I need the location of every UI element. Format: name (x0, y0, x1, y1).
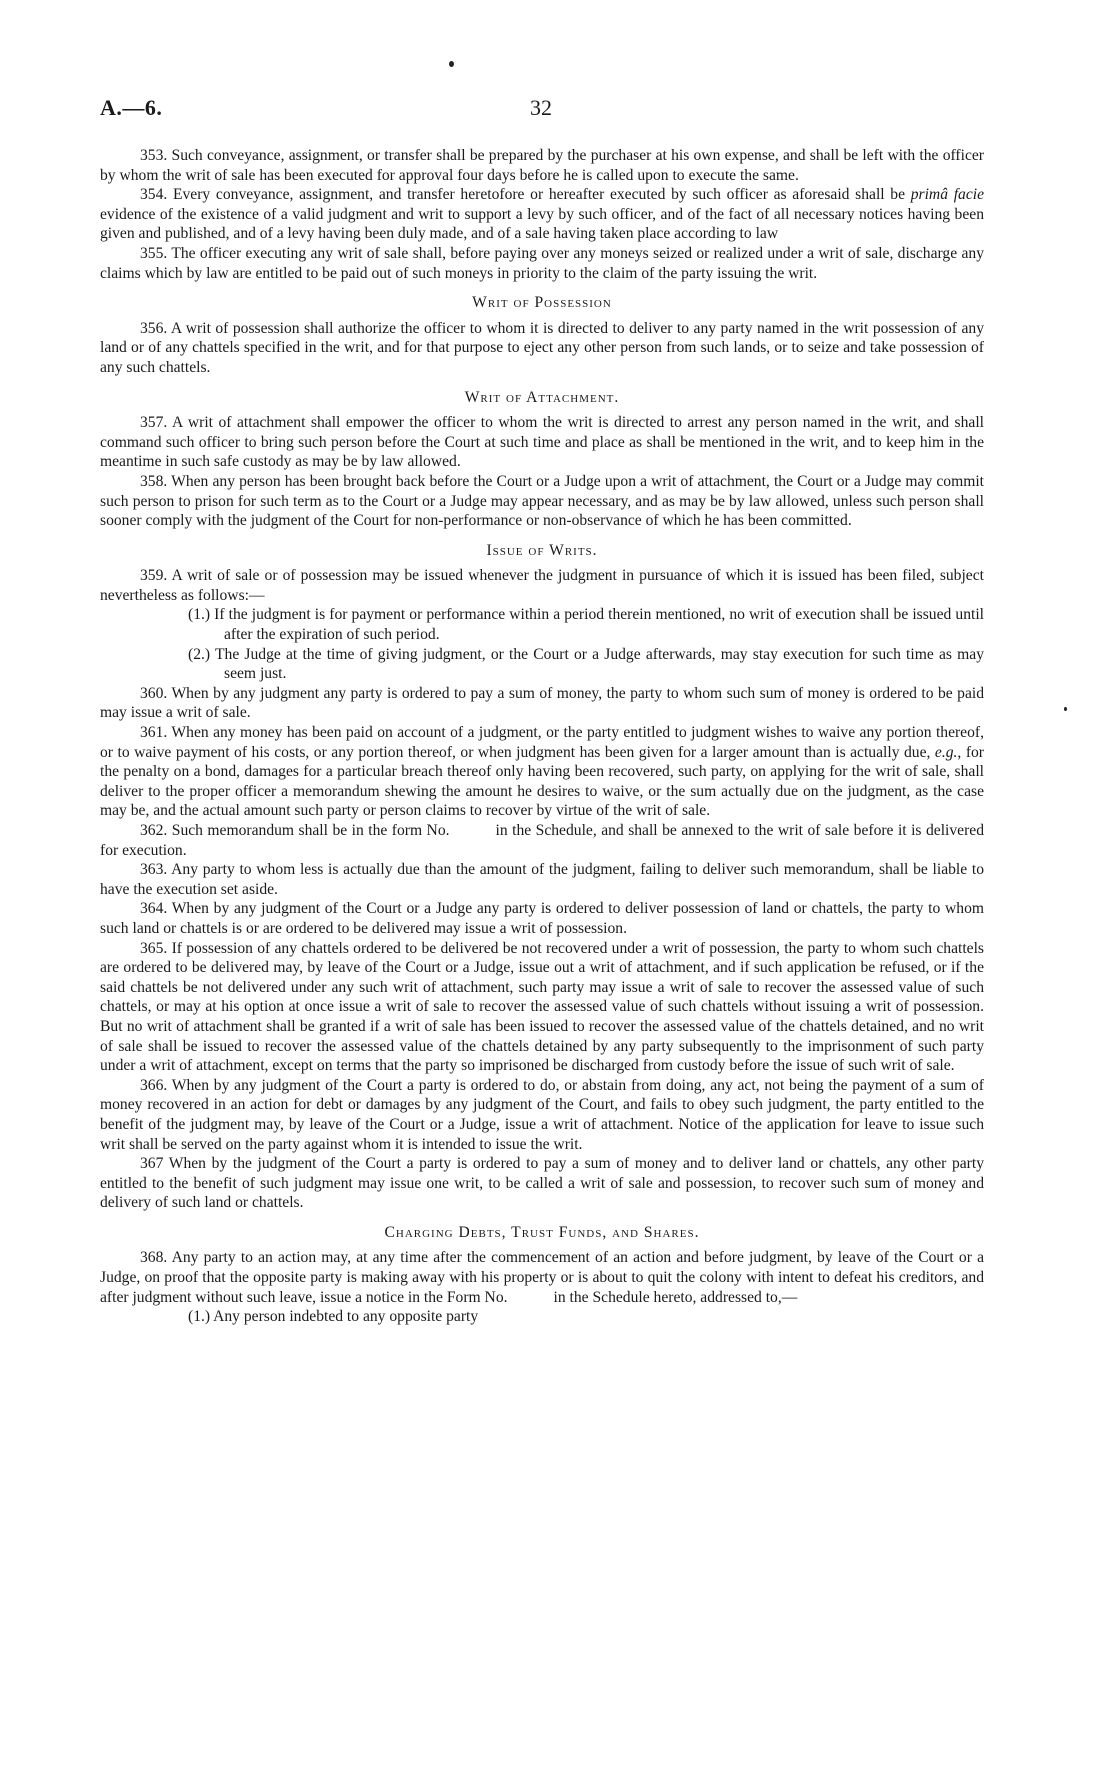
section-354-italic: primâ facie (910, 186, 984, 204)
section-368-text: 368. Any party to an action may, at any time after the commencement of an action and before judgment, by leave of the Court or a Judge, on proof that the opposite party is making away with his property or is about to quit the colony with intent to defeat his creditors, and after judgment without such leave, issue a notice in the Form No. (100, 1249, 984, 1306)
heading-issue-of-writs: Issue of Writs. (486, 541, 598, 559)
section-362-text-cont: in the Schedule, and shall be annexed to the writ of sale before it is delivered for execution. (100, 822, 984, 859)
section-361-italic: e.g. (934, 743, 958, 761)
section-359: 359. A writ of sale or of possession may be issued whenever the judgment in pursuance of which it is issued has been filed, subject nevertheless as follows:— (100, 567, 984, 604)
section-364: 364. When by any judgment of the Court or a Judge any party is ordered to deliver possession of land or chattels, the party to whom such land or chattels is or are ordered to be delivered may issue a writ of possession. (100, 900, 984, 937)
section-368 (100, 1248, 984, 1307)
section-361-text: 361. When any money has been paid on account of a judgment, or the party entitled to judgment wishes to waive any portion thereof, or to waive payment of his costs, or any portion thereof, or when judgment has been given for a larger amount than is actually due, (100, 724, 984, 761)
page-number: 32 (530, 95, 552, 120)
section-361 (100, 723, 984, 821)
section-366: 366. When by any judgment of the Court a party is ordered to do, or abstain from doing, any act, not being the payment of a sum of money recovered in an action for debt or damages by any judgment of the Court, and fails to obey such judgment, the party entitled to the benefit of the judgment may, by leave of the Court or a Judge, issue a writ of attachment. Notice of the application for leave to issue such writ shall be served on the party against whom it is intended to issue the writ. (100, 1076, 984, 1153)
section-353: 353. Such conveyance, assignment, or transfer shall be prepared by the purchaser at his own expense, and shall be left with the officer by whom the writ of sale has been executed for approval four days before he is called upon to execute the same. (100, 147, 984, 184)
section-368-item-1: (1.) Any person indebted to any opposite party (188, 1308, 479, 1326)
heading-writ-of-possession: Writ of Possession (472, 294, 612, 312)
section-365: 365. If possession of any chattels ordered to be delivered be not recovered under a writ of possession, the party to whom such chattels are ordered to be delivered may, by leave of the Court or a Judge, issue out a writ of attachment, and if such application be refused, or if the said chattels be not delivered under any such writ of attachment, such party may issue a writ of sale to recover the assessed value of such chattels, or may at his option at once issue a writ of sale to recover the assessed value of such chattels without issuing a writ of possession. But no writ of attachment shall be granted if a writ of sale has been issued to recover the assessed value of the chattels detained, and no writ of sale shall be issued to recover the assessed value of the chattels detained by any party subsequently to the imprisonment of such party under a writ of attachment, except on terms that the party so imprisoned be discharged from custody before the issue of such writ of sale. (100, 939, 984, 1075)
section-354 (100, 185, 984, 244)
scan-mark (1064, 707, 1067, 711)
document-reference: A.—6. (100, 95, 163, 120)
section-359-item-2: (2.) The Judge at the time of giving judgment, or the Court or a Judge afterwards, may stay execution for such time as may seem just. (188, 645, 984, 683)
section-368-text-cont: in the Schedule hereto, addressed to,— (553, 1288, 798, 1306)
section-354-text-cont: evidence of the existence of a valid judgment and writ to support a levy by such officer, and of the fact of all necessary notices having been given and published, and of a levy having been duly made, and of a sale having taken place according to law (100, 205, 984, 243)
heading-writ-of-attachment: Writ of Attachment. (464, 388, 620, 406)
section-361-text-cont: , for the penalty on a bond, damages for a particular breach thereof only having been recovered, such party, on applying for the writ of sale, shall deliver to the proper officer a memorandum shewing the amount he desires to waive, or the sum actually due on the judgment, as the case may be, and the actual amount such party or person claims to recover by virtue of the writ of sale. (100, 743, 985, 820)
section-362-text: 362. Such memorandum shall be in the form No. (140, 822, 450, 839)
section-354-text: 354. Every conveyance, assignment, and transfer heretofore or hereafter executed by such officer as aforesaid shall be (140, 186, 911, 204)
section-362 (100, 821, 984, 860)
section-355: 355. The officer executing any writ of sale shall, before paying over any moneys seized or realized under a writ of sale, discharge any claims which by law are entitled to be paid out of such moneys in priority to the claim of the party issuing the writ. (100, 244, 984, 282)
section-357: 357. A writ of attachment shall empower the officer to whom the writ is directed to arrest any person named in the writ, and shall command such officer to bring such person before the Court at such time and place as shall be mentioned in the writ, and to keep him in the meantime in such safe custody as may be by law allowed. (100, 414, 984, 471)
scan-mark (449, 61, 454, 67)
section-367: 367 When by the judgment of the Court a party is ordered to pay a sum of money and to deliver land or chattels, any other party entitled to the benefit of such judgment may issue one writ, to be called a writ of sale and possession, to recover such sum of money and delivery of such land or chattels. (100, 1155, 984, 1212)
section-358: 358. When any person has been brought back before the Court or a Judge upon a writ of attachment, the Court or a Judge may commit such person to prison for such term as to the Court or a Judge may appear necessary, and as may be by law allowed, unless such person shall sooner comply with the judgment of the Court for non-performance or non-observance of which he has been committed. (100, 472, 984, 530)
page-header (100, 95, 1000, 125)
heading-charging-debts: Charging Debts, Trust Funds, and Shares. (384, 1223, 700, 1241)
section-356: 356. A writ of possession shall authorize the officer to whom it is directed to deliver to any party named in the writ possession of any land or of any chattels specified in the writ, and for that purpose to eject any other person from such lands, or to seize and take possession of any such chattels. (100, 319, 984, 376)
section-359-item-1: (1.) If the judgment is for payment or performance within a period therein mentioned, no writ of execution shall be issued until after the expiration of such period. (188, 606, 984, 644)
section-363: 363. Any party to whom less is actually due than the amount of the judgment, failing to deliver such memorandum, shall be liable to have the execution set aside. (100, 861, 984, 898)
section-360: 360. When by any judgment any party is ordered to pay a sum of money, the party to whom such sum of money is ordered to be paid may issue a writ of sale. (100, 684, 984, 722)
document-body (100, 146, 984, 1327)
